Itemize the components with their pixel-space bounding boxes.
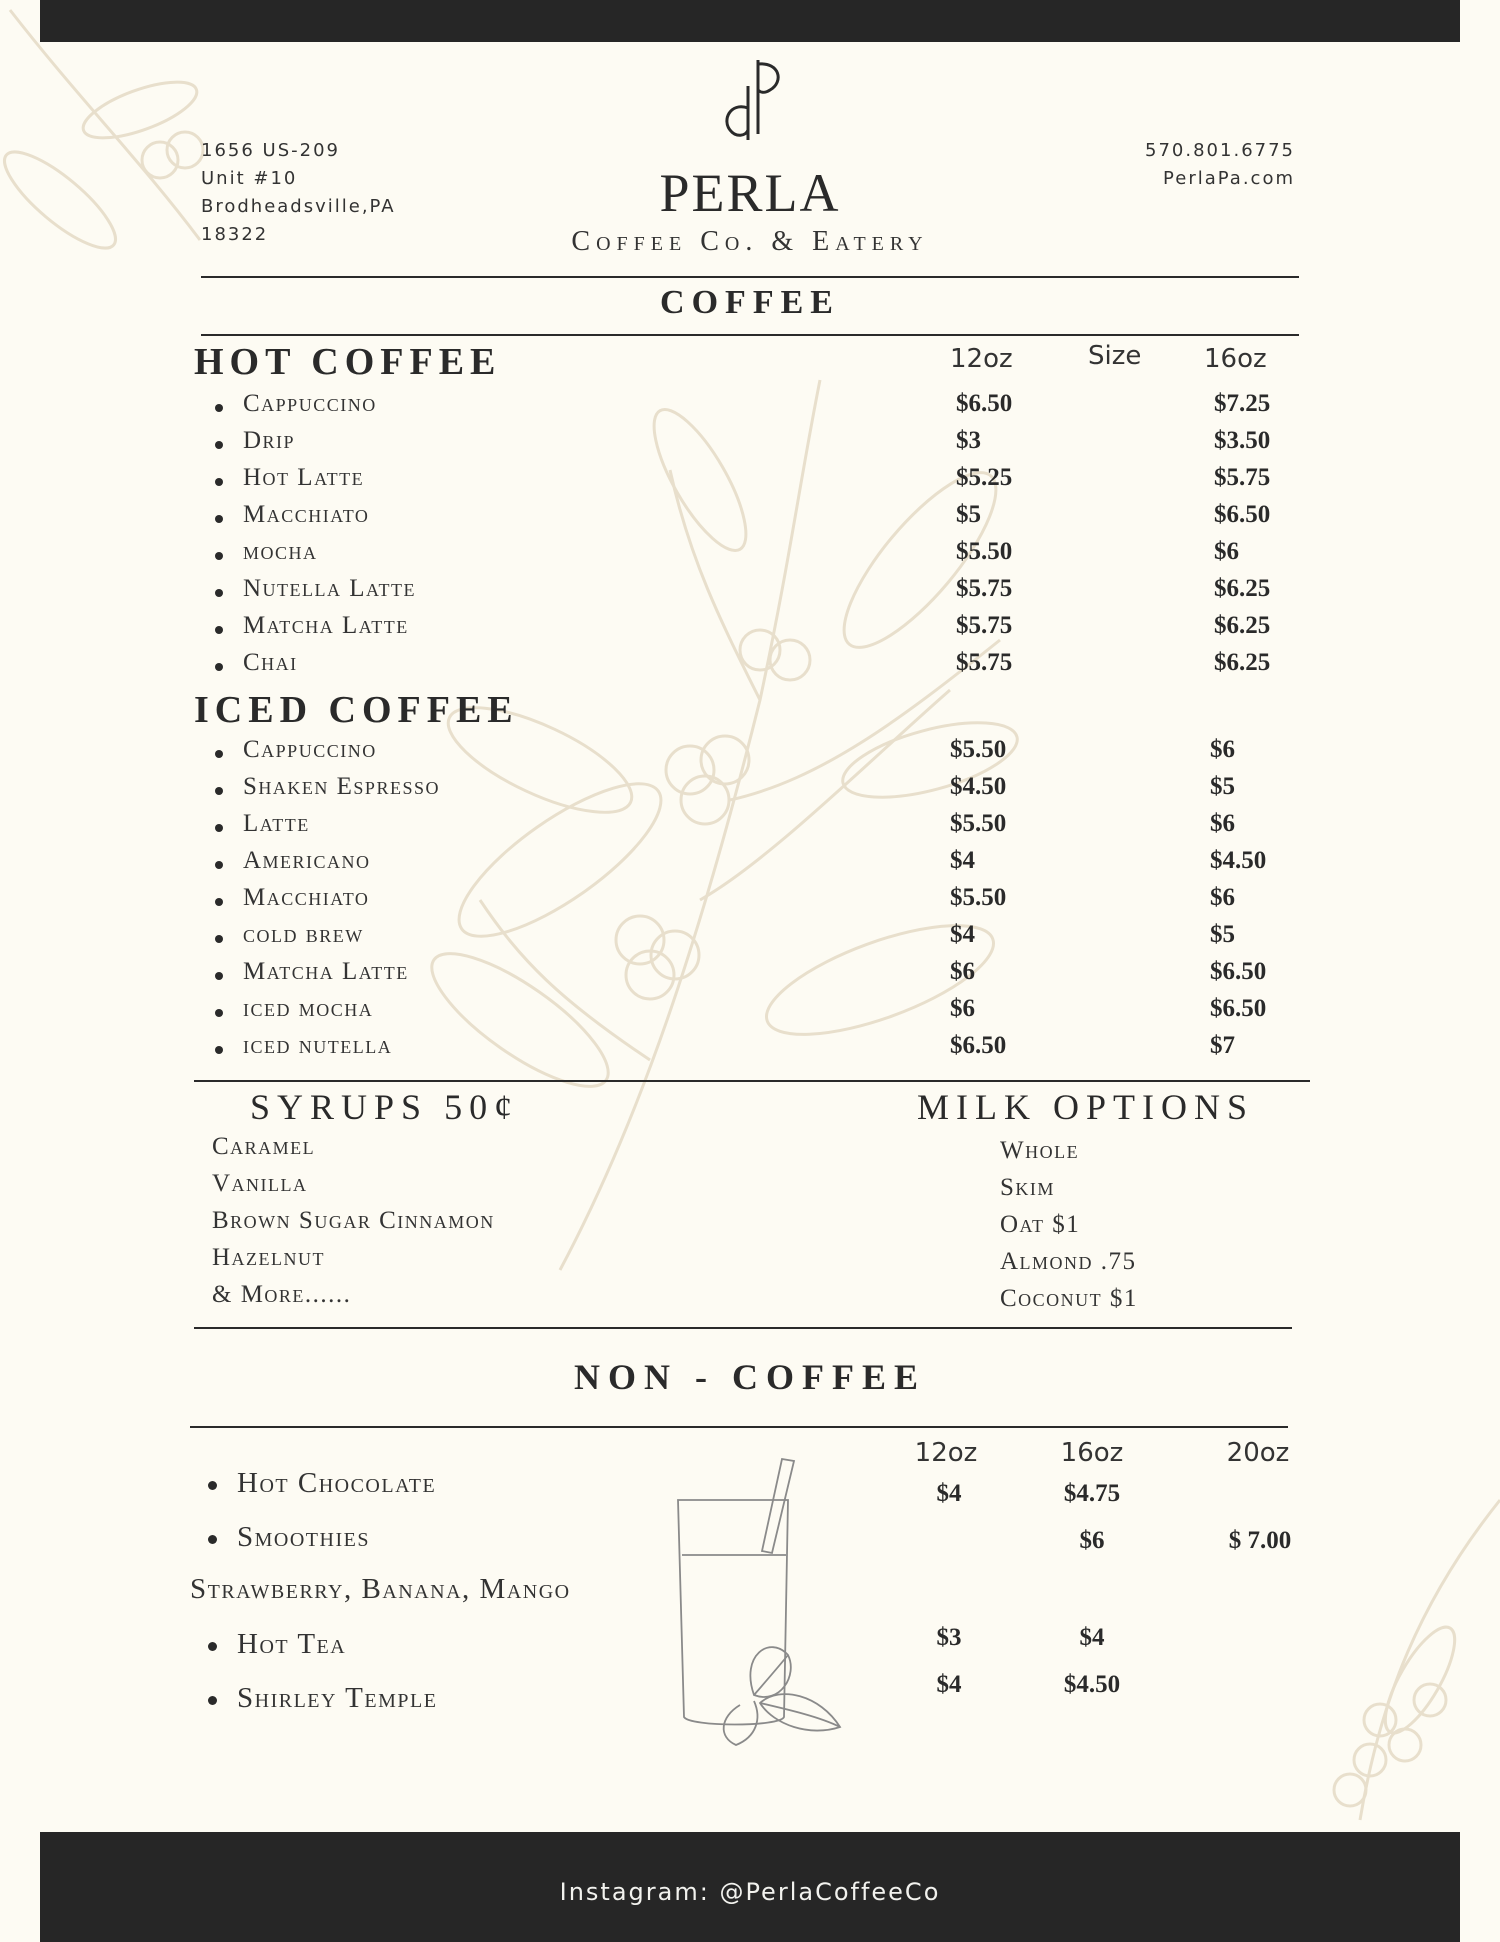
instagram-handle[interactable]: Instagram: @PerlaCoffeeCo [559,1878,941,1906]
divider [194,1080,1310,1082]
menu-item-name: Shaken Espresso [243,773,440,800]
bullet [215,515,223,523]
menu-item-row [0,921,1500,958]
price-12oz: $5.75 [956,612,1013,639]
price-16oz: $7.25 [1214,390,1271,417]
menu-item-name: Nutella Latte [243,575,417,602]
divider [190,1426,1288,1428]
price-12oz: $3 [936,1624,962,1651]
non-coffee-item-name: Hot Chocolate [237,1467,437,1499]
phone-number: 570.801.6775 [1145,140,1295,161]
price-16oz: $4.50 [1063,1671,1121,1698]
menu-item-row [0,649,1500,686]
menu-item-name: Latte [243,810,310,837]
bullet [215,1009,223,1017]
bullet [215,1046,223,1054]
price-20oz: $ 7.00 [1228,1527,1292,1554]
menu-item-row [0,390,1500,427]
price-16oz: $6.50 [1210,995,1267,1022]
address-line: Brodheadsville,PA [201,196,396,217]
divider [201,334,1299,336]
bullet [215,626,223,634]
brand-tagline: Coffee Co. & Eatery [571,226,929,257]
menu-item-name: Chai [243,649,298,676]
price-16oz: $5 [1210,773,1235,800]
price-16oz: $6 [1079,1527,1105,1554]
menu-item-row [0,612,1500,649]
price-12oz: $4.50 [950,773,1007,800]
menu-item-name: Matcha Latte [243,612,409,639]
drink-glass-icon [670,1455,850,1755]
bullet [215,935,223,943]
price-12oz: $5.75 [956,649,1013,676]
syrup-option: Hazelnut [212,1244,326,1271]
non-coffee-20oz-header: 20oz [1226,1438,1290,1468]
hot-coffee-title: HOT COFFEE [194,341,502,383]
non-coffee-12oz-header: 12oz [914,1438,978,1468]
menu-item-name: Cappuccino [243,736,377,763]
menu-item-name: Americano [243,847,371,874]
bullet [208,1642,217,1651]
bullet [215,972,223,980]
menu-item-row [0,958,1500,995]
size-12oz-header: 12oz [950,344,1013,374]
menu-item-name: cold brew [243,921,364,948]
address-line: Unit #10 [201,168,298,189]
price-16oz: $6.25 [1214,612,1271,639]
menu-item-name: Hot Latte [243,464,365,491]
bullet [215,552,223,560]
coffee-section-title: COFFEE [660,284,840,321]
milk-option: Almond .75 [1000,1248,1137,1275]
price-12oz: $3 [956,427,981,454]
price-12oz: $5.50 [956,538,1013,565]
price-12oz: $6.50 [950,1032,1007,1059]
price-12oz: $5.50 [950,810,1007,837]
milk-options-title: MILK OPTIONS [917,1087,1255,1127]
menu-item-row [0,538,1500,575]
price-16oz: $4 [1079,1624,1105,1651]
top-bar [40,0,1460,42]
bullet [215,441,223,449]
brand-name: PERLA [659,163,841,223]
bullet [215,861,223,869]
syrup-option: & More...... [212,1281,352,1308]
price-16oz: $6 [1214,538,1239,565]
milk-option: Whole [1000,1137,1080,1164]
divider [201,276,1299,278]
syrup-option: Caramel [212,1133,316,1160]
menu-item-row [0,810,1500,847]
price-12oz: $6 [950,958,975,985]
divider [194,1327,1292,1329]
bullet [215,787,223,795]
price-16oz: $4.75 [1063,1480,1121,1507]
price-16oz: $4.50 [1210,847,1267,874]
non-coffee-item-name: Shirley Temple [237,1682,438,1714]
bullet [208,1696,217,1705]
menu-item-name: Matcha Latte [243,958,409,985]
address-line: 18322 [201,224,269,245]
price-16oz: $5.75 [1214,464,1271,491]
price-12oz: $5.75 [956,575,1013,602]
menu-item-row [0,427,1500,464]
size-16oz-header: 16oz [1204,344,1267,374]
bullet [215,663,223,671]
menu-item-row [0,501,1500,538]
price-12oz: $4 [936,1671,962,1698]
smoothie-flavors: Strawberry, Banana, Mango [190,1573,571,1605]
address-line: 1656 US-209 [201,140,340,161]
menu-item-name: iced nutella [243,1032,393,1059]
syrup-option: Vanilla [212,1170,308,1197]
non-coffee-item-name: Smoothies [237,1521,370,1553]
logo-monogram-icon [718,56,788,146]
bullet [215,478,223,486]
price-12oz: $5.50 [950,736,1007,763]
footer-bar [40,1832,1460,1942]
price-16oz: $7 [1210,1032,1235,1059]
bullet [215,750,223,758]
price-16oz: $6 [1210,884,1235,911]
iced-coffee-title: ICED COFFEE [194,689,519,731]
bullet [215,404,223,412]
menu-item-row [0,773,1500,810]
menu-item-row [0,1032,1500,1069]
menu-item-name: Macchiato [243,501,370,528]
menu-item-row [0,884,1500,921]
price-12oz: $5 [956,501,981,528]
menu-item-row [0,736,1500,773]
price-12oz: $4 [950,921,975,948]
price-16oz: $5 [1210,921,1235,948]
price-12oz: $5.25 [956,464,1013,491]
price-16oz: $6.25 [1214,649,1271,676]
menu-item-name: Drip [243,427,296,454]
syrup-option: Brown Sugar Cinnamon [212,1207,495,1234]
bullet [208,1535,217,1544]
price-12oz: $4 [950,847,975,874]
menu-item-row [0,575,1500,612]
non-coffee-16oz-header: 16oz [1060,1438,1124,1468]
price-16oz: $3.50 [1214,427,1271,454]
milk-option: Oat $1 [1000,1211,1081,1238]
price-16oz: $6 [1210,810,1235,837]
size-label-header: Size [1088,341,1142,371]
menu-item-row [0,995,1500,1032]
bullet [208,1481,217,1490]
syrups-title: SYRUPS 50¢ [250,1087,520,1127]
price-16oz: $6 [1210,736,1235,763]
menu-item-name: iced mocha [243,995,374,1022]
non-coffee-item-name: Hot Tea [237,1628,347,1660]
price-12oz: $6.50 [956,390,1013,417]
price-12oz: $4 [936,1480,962,1507]
menu-item-row [0,464,1500,501]
price-16oz: $6.50 [1214,501,1271,528]
price-12oz: $5.50 [950,884,1007,911]
bullet [215,589,223,597]
menu-item-name: mocha [243,538,318,565]
bullet [215,898,223,906]
website: PerlaPa.com [1163,168,1295,189]
milk-option: Coconut $1 [1000,1285,1138,1312]
non-coffee-title: NON - COFFEE [574,1357,926,1397]
menu-item-name: Cappuccino [243,390,377,417]
price-12oz: $6 [950,995,975,1022]
price-16oz: $6.25 [1214,575,1271,602]
bullet [215,824,223,832]
price-16oz: $6.50 [1210,958,1267,985]
menu-item-row [0,847,1500,884]
menu-item-name: Macchiato [243,884,370,911]
milk-option: Skim [1000,1174,1055,1201]
